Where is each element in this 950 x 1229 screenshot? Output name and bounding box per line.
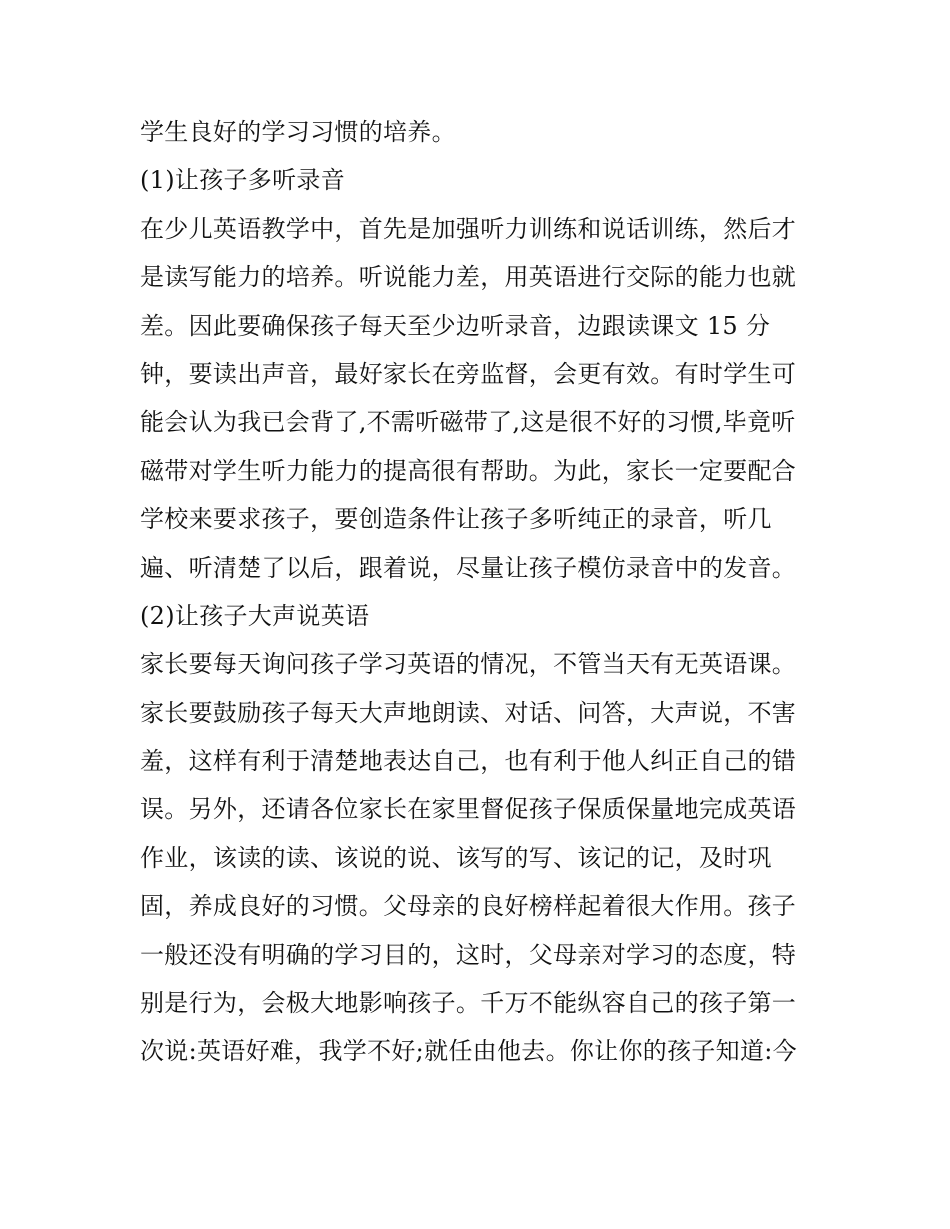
text-line: 一般还没有明确的学习目的，这时，父母亲对学习的态度，特 <box>140 940 797 969</box>
text-line: 别是行为，会极大地影响孩子。千万不能纵容自己的孩子第一 <box>140 989 797 1018</box>
text-line: 误。另外，还请各位家长在家里督促孩子保质保量地完成英语 <box>140 795 797 824</box>
text-line: 羞，这样有利于清楚地表达自己，也有利于他人纠正自己的错 <box>140 747 797 776</box>
text-line: 学生良好的学习习惯的培养。 <box>140 118 456 146</box>
document-body <box>140 108 820 1076</box>
text-line: 次说:英语好难，我学不好;就任由他去。你让你的孩子知道:今 <box>140 1037 797 1066</box>
text-line: 磁带对学生听力能力的提高很有帮助。为此，家长一定要配合 <box>140 456 797 485</box>
section-heading: (2)让孩子大声说英语 <box>140 601 370 630</box>
text-line: 在少儿英语教学中，首先是加强听力训练和说话训练，然后才 <box>140 214 797 243</box>
text-line: 家长要每天询问孩子学习英语的情况，不管当天有无英语课。 <box>140 650 797 679</box>
section-heading: (1)让孩子多听录音 <box>140 166 345 195</box>
text-line: 作业，该读的读、该说的说、该写的写、该记的记，及时巩 <box>140 843 772 872</box>
text-line: 家长要鼓励孩子每天大声地朗读、对话、问答，大声说，不害 <box>140 698 797 727</box>
text-line: 钟，要读出声音，最好家长在旁监督，会更有效。有时学生可 <box>140 359 797 388</box>
text-line: 能会认为我已会背了,不需听磁带了,这是很不好的习惯,毕竟听 <box>140 408 796 437</box>
text-line: 学校来要求孩子，要创造条件让孩子多听纯正的录音，听几 <box>140 505 772 534</box>
text-line: 遍、听清楚了以后，跟着说，尽量让孩子模仿录音中的发音。 <box>140 553 797 582</box>
text-line: 差。因此要确保孩子每天至少边听录音，边跟读课文 15 分 <box>140 311 771 340</box>
text-line: 是读写能力的培养。听说能力差，用英语进行交际的能力也就 <box>140 263 797 292</box>
text-line: 固，养成良好的习惯。父母亲的良好榜样起着很大作用。孩子 <box>140 892 797 921</box>
